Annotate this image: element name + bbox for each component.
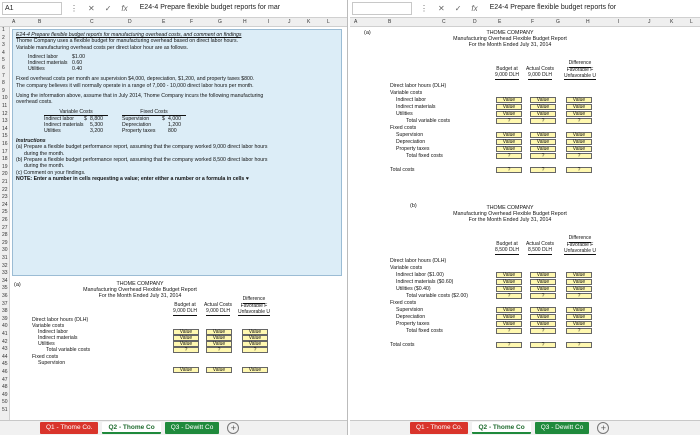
value-input-cell[interactable]: Value (566, 146, 592, 152)
column-headers (0, 18, 347, 27)
row-header[interactable]: 4 (2, 49, 5, 56)
value-input-cell[interactable]: Value (566, 307, 592, 313)
col-header[interactable]: L (327, 19, 330, 25)
formula-input-cell[interactable]: ? (530, 328, 556, 334)
report-title: Manufacturing Overhead Flexible Budget Report (83, 287, 197, 294)
unfavorable-label: Unfavorable U (238, 308, 270, 315)
rate-value: $1.00 (72, 54, 85, 61)
value-input-cell[interactable]: Value (242, 367, 268, 373)
total-fixed-label: Total fixed costs (406, 328, 443, 334)
total-costs-label: Total costs (390, 342, 415, 348)
variable-costs-table (44, 109, 108, 134)
cost-label: Property taxes (122, 127, 156, 134)
value-input-cell[interactable]: Value (566, 321, 592, 327)
favorable-label: Favorable F (566, 241, 594, 248)
formula-input-cell[interactable]: ? (566, 153, 592, 159)
formula-input-cell[interactable]: ? (496, 153, 522, 159)
item-label: Utilities (38, 341, 55, 347)
value-input-cell[interactable]: Value (566, 139, 592, 145)
cost-label: Indirect materials (44, 121, 84, 128)
formula-bar (0, 0, 347, 18)
col-header[interactable]: F (190, 19, 194, 25)
value-input-cell[interactable]: Value (530, 132, 556, 138)
value-input-cell[interactable]: Value (173, 335, 199, 341)
col-header[interactable]: J (648, 19, 651, 25)
row-header[interactable]: 12 (2, 110, 8, 117)
fixed-line: Fixed overhead costs per month are supervision $4,000, depreciation, $1,200, and property taxes $800. (16, 76, 255, 83)
row-header[interactable]: 39 (2, 315, 8, 322)
enter-icon[interactable]: ✓ (104, 4, 112, 13)
total-variable-label: Total variable costs (406, 118, 451, 124)
col-header[interactable]: F (531, 19, 535, 25)
dlh-label: Direct labor hours (DLH) (32, 317, 89, 323)
difference-header (560, 61, 600, 80)
dollar-sign: $ (84, 115, 87, 122)
report-header (410, 30, 610, 49)
row-header[interactable]: 15 (2, 133, 8, 140)
value-input-cell[interactable]: Value (566, 104, 592, 110)
formula-input-cell[interactable]: ? (530, 342, 556, 348)
row-header[interactable]: 10 (2, 95, 8, 102)
budget-header (492, 67, 522, 80)
row-header[interactable]: 46 (2, 369, 8, 375)
item-label: Supervision (396, 132, 424, 138)
cost-value: 800 (168, 127, 177, 134)
total-variable-label: Total variable costs ($2.00) (406, 293, 468, 299)
value-input-cell[interactable]: Value (242, 335, 268, 341)
value-input-cell[interactable]: Value (530, 307, 556, 313)
row-header[interactable]: 20 (2, 171, 8, 178)
difference-header (236, 297, 272, 316)
add-sheet-icon[interactable]: + (227, 422, 239, 434)
row-header[interactable]: 8 (2, 80, 5, 87)
value-input-cell[interactable]: Value (206, 341, 232, 347)
formula-input-cell[interactable]: ? (530, 118, 556, 124)
item-label: Property taxes (396, 321, 430, 327)
value-input-cell[interactable]: Value (530, 111, 556, 117)
budget-label: Budget at (174, 302, 196, 308)
col-header[interactable]: E (162, 19, 166, 25)
formula-input-cell[interactable]: ? (566, 342, 592, 348)
difference-label: Difference (242, 296, 266, 302)
item-label: Indirect materials ($0.60) (396, 279, 454, 285)
formula-input-cell[interactable]: ? (496, 167, 522, 173)
more-icon[interactable]: ⋮ (70, 4, 78, 13)
col-header[interactable]: A (12, 19, 16, 25)
value-input-cell[interactable]: Value (173, 329, 199, 335)
tab-q3[interactable]: Q3 - Dewitt Co (535, 422, 590, 434)
value-input-cell[interactable]: Value (496, 279, 522, 285)
enter-icon[interactable]: ✓ (454, 4, 462, 13)
actual-dlh: 9,000 DLH (206, 307, 230, 314)
value-input-cell[interactable]: Value (496, 146, 522, 152)
formula-input-cell[interactable]: ? (530, 293, 556, 299)
variable-costs-header: Variable Costs (44, 109, 108, 116)
value-input-cell[interactable]: Value (530, 321, 556, 327)
value-input-cell[interactable]: Value (530, 139, 556, 145)
report-b (350, 202, 700, 422)
cost-value: 4,000 (168, 115, 181, 122)
using-line: overhead costs. (16, 99, 53, 106)
row-header[interactable]: 28 (2, 232, 8, 239)
favorable-label: Favorable F (240, 302, 268, 309)
report-header (410, 205, 610, 224)
actual-dlh: 8,500 DLH (528, 246, 552, 253)
row-header[interactable]: 13 (2, 118, 8, 125)
actual-header (203, 303, 233, 316)
item-label: Supervision (396, 307, 424, 313)
row-header[interactable]: 16 (2, 141, 8, 147)
row-header[interactable]: 29 (2, 239, 8, 246)
total-costs-label: Total costs (390, 167, 415, 173)
problem-title: E24-4 Prepare flexible budget reports for manufacturing overhead costs, and comment on findings (16, 32, 242, 38)
instruction-c: (c) Comment on your findings. (16, 169, 86, 176)
actual-label: Actual Costs (525, 66, 555, 72)
formula-input-cell[interactable]: ? (530, 167, 556, 173)
row-header[interactable]: 24 (2, 201, 8, 208)
row-header[interactable]: 22 (2, 186, 8, 193)
tab-q2[interactable]: Q2 - Thome Co (472, 422, 530, 434)
tab-q1[interactable]: Q1 - Thome Co. (40, 422, 98, 434)
cancel-icon[interactable]: ✕ (438, 4, 445, 13)
row-header[interactable]: 38 (2, 308, 8, 315)
actual-label: Actual Costs (203, 302, 233, 308)
problem-text-box (12, 29, 342, 276)
col-header[interactable]: B (38, 19, 42, 25)
row-header[interactable]: 44 (2, 353, 8, 360)
col-header[interactable]: D (473, 19, 477, 25)
cancel-icon[interactable]: ✕ (88, 4, 95, 13)
col-header[interactable]: G (218, 19, 222, 25)
report-title: Manufacturing Overhead Flexible Budget Report (453, 211, 567, 218)
sheet-tabs (0, 420, 347, 435)
fixed-costs-label: Fixed costs (390, 125, 417, 131)
value-input-cell[interactable]: Value (242, 341, 268, 347)
row-header[interactable]: 6 (2, 65, 5, 71)
formula-input-cell[interactable]: ? (173, 347, 199, 353)
budget-header (492, 242, 522, 255)
variable-costs-label: Variable costs (32, 323, 65, 329)
formula-input-cell[interactable]: ? (566, 328, 592, 334)
value-input-cell[interactable]: Value (496, 286, 522, 292)
value-input-cell[interactable]: Value (206, 335, 232, 341)
col-header[interactable]: I (268, 19, 270, 25)
row-header[interactable]: 48 (2, 384, 8, 391)
report-a-left (10, 279, 340, 419)
row-header[interactable]: 37 (2, 300, 8, 307)
col-header[interactable]: D (128, 19, 132, 25)
difference-label: Difference (568, 235, 592, 241)
part-label: (b) (410, 203, 417, 209)
row-header[interactable]: 3 (2, 42, 5, 49)
col-header[interactable]: A (354, 19, 358, 25)
variable-costs-label: Variable costs (390, 90, 423, 96)
formula-input-cell[interactable]: ? (242, 347, 268, 353)
report-title: Manufacturing Overhead Flexible Budget Report (453, 36, 567, 43)
col-header[interactable]: I (618, 19, 620, 25)
budget-label: Budget at (496, 66, 518, 72)
value-input-cell[interactable]: Value (566, 132, 592, 138)
dlh-label: Direct labor hours (DLH) (390, 258, 447, 264)
report-a (350, 27, 700, 202)
row-header[interactable]: 49 (2, 391, 8, 398)
value-input-cell[interactable]: Value (496, 111, 522, 117)
col-header[interactable]: K (307, 19, 311, 25)
budget-dlh: 9,000 DLH (173, 307, 197, 314)
value-input-cell[interactable]: Value (566, 286, 592, 292)
row-header[interactable]: 27 (2, 224, 8, 231)
budget-dlh: 9,000 DLH (495, 71, 519, 78)
row-header[interactable]: 23 (2, 194, 8, 201)
item-label: Utilities ($0.40) (396, 286, 431, 292)
formula-input-cell[interactable]: ? (496, 342, 522, 348)
value-input-cell[interactable]: Value (530, 272, 556, 278)
fixed-line: The company believes it will normally operate in a range of 7,000 - 10,000 direct labor hours per month. (16, 82, 254, 89)
item-label: Indirect labor (396, 97, 426, 103)
value-input-cell[interactable]: Value (530, 286, 556, 292)
value-input-cell[interactable]: Value (496, 97, 522, 103)
report-period: For the Month Ended July 31, 2014 (98, 293, 182, 300)
actual-dlh: 9,000 DLH (528, 71, 552, 78)
value-input-cell[interactable]: Value (566, 111, 592, 117)
formula-input-cell[interactable]: ? (530, 153, 556, 159)
dlh-label: Direct labor hours (DLH) (390, 83, 447, 89)
variable-costs-label: Variable costs (390, 265, 423, 271)
item-label: Supervision (38, 360, 66, 366)
rate-label: Indirect labor (28, 54, 58, 61)
name-box[interactable]: A1 (2, 2, 62, 15)
row-header[interactable]: 26 (2, 217, 8, 223)
row-header[interactable]: 45 (2, 361, 8, 368)
col-header[interactable]: L (690, 19, 693, 25)
value-input-cell[interactable]: Value (530, 314, 556, 320)
formula-input-cell[interactable]: ? (566, 293, 592, 299)
item-label: Depreciation (396, 314, 426, 320)
row-header[interactable]: 42 (2, 338, 8, 345)
col-header[interactable]: C (442, 19, 446, 25)
rate-table (28, 54, 338, 72)
tab-q3[interactable]: Q3 - Dewitt Co (165, 422, 220, 434)
row-header[interactable]: 50 (2, 399, 8, 406)
col-header[interactable]: J (288, 19, 291, 25)
right-excel-window (350, 0, 700, 435)
row-header[interactable]: 21 (2, 179, 8, 185)
formula-input-cell[interactable]: ? (496, 328, 522, 334)
value-input-cell[interactable]: Value (566, 314, 592, 320)
row-header[interactable]: 40 (2, 323, 8, 330)
row-headers (0, 27, 10, 420)
value-input-cell[interactable]: Value (496, 307, 522, 313)
sheet-tabs (350, 420, 700, 435)
formula-bar (350, 0, 700, 18)
row-header[interactable]: 2 (2, 34, 5, 41)
row-header[interactable]: 17 (2, 148, 8, 155)
difference-label: Difference (568, 60, 592, 66)
value-input-cell[interactable]: Value (530, 279, 556, 285)
add-sheet-icon[interactable]: + (597, 422, 609, 434)
actual-costs-tables (44, 109, 338, 134)
value-input-cell[interactable]: Value (206, 329, 232, 335)
value-input-cell[interactable]: Value (530, 104, 556, 110)
col-header[interactable]: G (556, 19, 560, 25)
actual-header (525, 242, 555, 255)
formula-input-cell[interactable]: ? (566, 118, 592, 124)
item-label: Property taxes (396, 146, 430, 152)
value-input-cell[interactable]: Value (530, 97, 556, 103)
value-input-cell[interactable]: Value (566, 279, 592, 285)
tab-q1[interactable]: Q1 - Thome Co. (410, 422, 468, 434)
difference-header (560, 236, 600, 255)
instruction-b: (b) Prepare a flexible budget performance report, assuming that the company worked 8,500 direct labor hours (16, 157, 268, 164)
value-input-cell[interactable]: Value (496, 132, 522, 138)
value-input-cell[interactable]: Value (242, 329, 268, 335)
col-header[interactable]: K (670, 19, 674, 25)
row-header[interactable]: 5 (2, 57, 5, 64)
cost-value: 3,200 (90, 127, 103, 134)
col-header[interactable]: E (498, 19, 502, 25)
actual-label: Actual Costs (525, 241, 555, 247)
cost-label: Utilities (44, 127, 61, 134)
favorable-label: Favorable F (566, 66, 594, 73)
dollar-sign: $ (162, 115, 165, 122)
row-header[interactable]: 35 (2, 285, 8, 292)
row-header[interactable]: 25 (2, 209, 8, 216)
rate-value: 0.60 (72, 60, 83, 67)
actual-header (525, 67, 555, 80)
worksheet[interactable] (10, 27, 347, 420)
instruction-a: (a) Prepare a flexible budget performance report, assuming that the company worked 9,000 direct labor hours (16, 144, 268, 151)
row-header[interactable]: 19 (2, 163, 8, 170)
total-fixed-label: Total fixed costs (406, 153, 443, 159)
intro-line: Thome Company uses a flexible budget for manufacturing overhead based on direct labor hours. (16, 38, 239, 45)
formula-input[interactable]: E24-4 Prepare flexible budget reports for mar (139, 4, 281, 11)
item-label: Indirect materials (38, 335, 78, 341)
row-header[interactable]: 32 (2, 262, 8, 269)
row-header[interactable]: 9 (2, 87, 5, 94)
rate-label: Indirect materials (28, 60, 68, 67)
rate-label: Utilities (28, 66, 45, 73)
row-header[interactable]: 11 (2, 103, 8, 109)
cost-value: 5,300 (90, 121, 103, 128)
value-input-cell[interactable]: Value (496, 139, 522, 145)
fixed-costs-table (122, 109, 186, 134)
name-box[interactable] (352, 2, 412, 15)
value-input-cell[interactable]: Value (496, 104, 522, 110)
value-input-cell[interactable]: Value (496, 321, 522, 327)
row-header[interactable]: 7 (2, 72, 5, 79)
company-name: THOME COMPANY (116, 281, 164, 287)
report-period: For the Month Ended July 31, 2014 (468, 42, 552, 49)
value-input-cell[interactable]: Value (496, 272, 522, 278)
worksheet[interactable] (350, 27, 700, 420)
row-header[interactable]: 34 (2, 277, 8, 284)
left-excel-window (0, 0, 348, 435)
budget-dlh: 8,500 DLH (495, 246, 519, 253)
part-label: (a) (364, 30, 371, 36)
budget-header (170, 303, 200, 316)
col-header[interactable]: H (243, 19, 247, 25)
tab-q2[interactable]: Q2 - Thome Co (102, 422, 160, 434)
formula-input-cell[interactable]: ? (496, 118, 522, 124)
total-variable-label: Total variable costs (46, 347, 91, 353)
column-headers (350, 18, 700, 27)
row-header[interactable]: 14 (2, 125, 8, 132)
formula-input-cell[interactable]: ? (566, 167, 592, 173)
item-label: Depreciation (396, 139, 426, 145)
formula-input-cell[interactable]: ? (206, 347, 232, 353)
item-label: Indirect labor (38, 329, 68, 335)
function-icon[interactable]: fx (471, 4, 478, 13)
row-header[interactable]: 41 (2, 331, 8, 337)
col-header[interactable]: H (586, 19, 590, 25)
item-label: Utilities (396, 111, 413, 117)
report-period: For the Month Ended July 31, 2014 (468, 217, 552, 224)
row-header[interactable]: 18 (2, 156, 8, 163)
cost-label: Depreciation (122, 121, 152, 128)
fixed-costs-header: Fixed Costs (122, 109, 186, 116)
value-input-cell[interactable]: Value (530, 146, 556, 152)
company-name: THOME COMPANY (486, 30, 534, 36)
value-input-cell[interactable]: Value (173, 341, 199, 347)
row-header[interactable]: 1 (2, 27, 5, 33)
cost-label: Supervision (122, 115, 150, 122)
note-line: NOTE: Enter a number in cells requesting a value; enter either a number or a formula in cells ♥ (16, 176, 249, 183)
formula-input[interactable]: E24-4 Prepare flexible budget reports for (489, 4, 617, 11)
report-header (60, 281, 220, 300)
formula-input-cell[interactable]: ? (496, 293, 522, 299)
part-label: (a) (14, 282, 21, 288)
cost-value: 8,800 (90, 115, 103, 122)
unfavorable-label: Unfavorable U (564, 72, 596, 79)
using-line: Using the information above, assume that in July 2014, Thome Company incurs the following manufacturing (16, 93, 264, 100)
company-name: THOME COMPANY (486, 205, 534, 211)
item-label: Indirect labor ($1.00) (396, 272, 444, 278)
value-input-cell[interactable]: Value (496, 314, 522, 320)
col-header[interactable]: B (388, 19, 392, 25)
more-icon[interactable]: ⋮ (420, 4, 428, 13)
row-header[interactable]: 31 (2, 255, 8, 261)
instruction-a-cont: during the month. (24, 150, 65, 157)
rate-value: 0.40 (72, 66, 83, 73)
fixed-costs-label: Fixed costs (390, 300, 417, 306)
row-header[interactable]: 30 (2, 247, 8, 254)
intro-line: Variable manufacturing overhead costs per direct labor hour are as follows. (16, 44, 189, 51)
value-input-cell[interactable]: Value (566, 272, 592, 278)
value-input-cell[interactable]: Value (173, 367, 199, 373)
instruction-b-cont: during the month. (24, 163, 65, 170)
budget-label: Budget at (496, 241, 518, 247)
fixed-costs-label: Fixed costs (32, 354, 59, 360)
value-input-cell[interactable]: Value (206, 367, 232, 373)
item-label: Indirect materials (396, 104, 436, 110)
row-header[interactable]: 36 (2, 293, 8, 299)
cost-label: Indirect labor (44, 115, 74, 122)
row-header[interactable]: 33 (2, 270, 8, 277)
value-input-cell[interactable]: Value (566, 97, 592, 103)
instructions-heading: Instructions (16, 137, 46, 144)
col-header[interactable]: C (90, 19, 94, 25)
row-header[interactable]: 51 (2, 407, 8, 413)
cost-value: 1,200 (168, 121, 181, 128)
unfavorable-label: Unfavorable U (564, 247, 596, 254)
function-icon[interactable]: fx (121, 4, 128, 13)
row-header[interactable]: 43 (2, 346, 8, 353)
row-header[interactable]: 47 (2, 376, 8, 383)
